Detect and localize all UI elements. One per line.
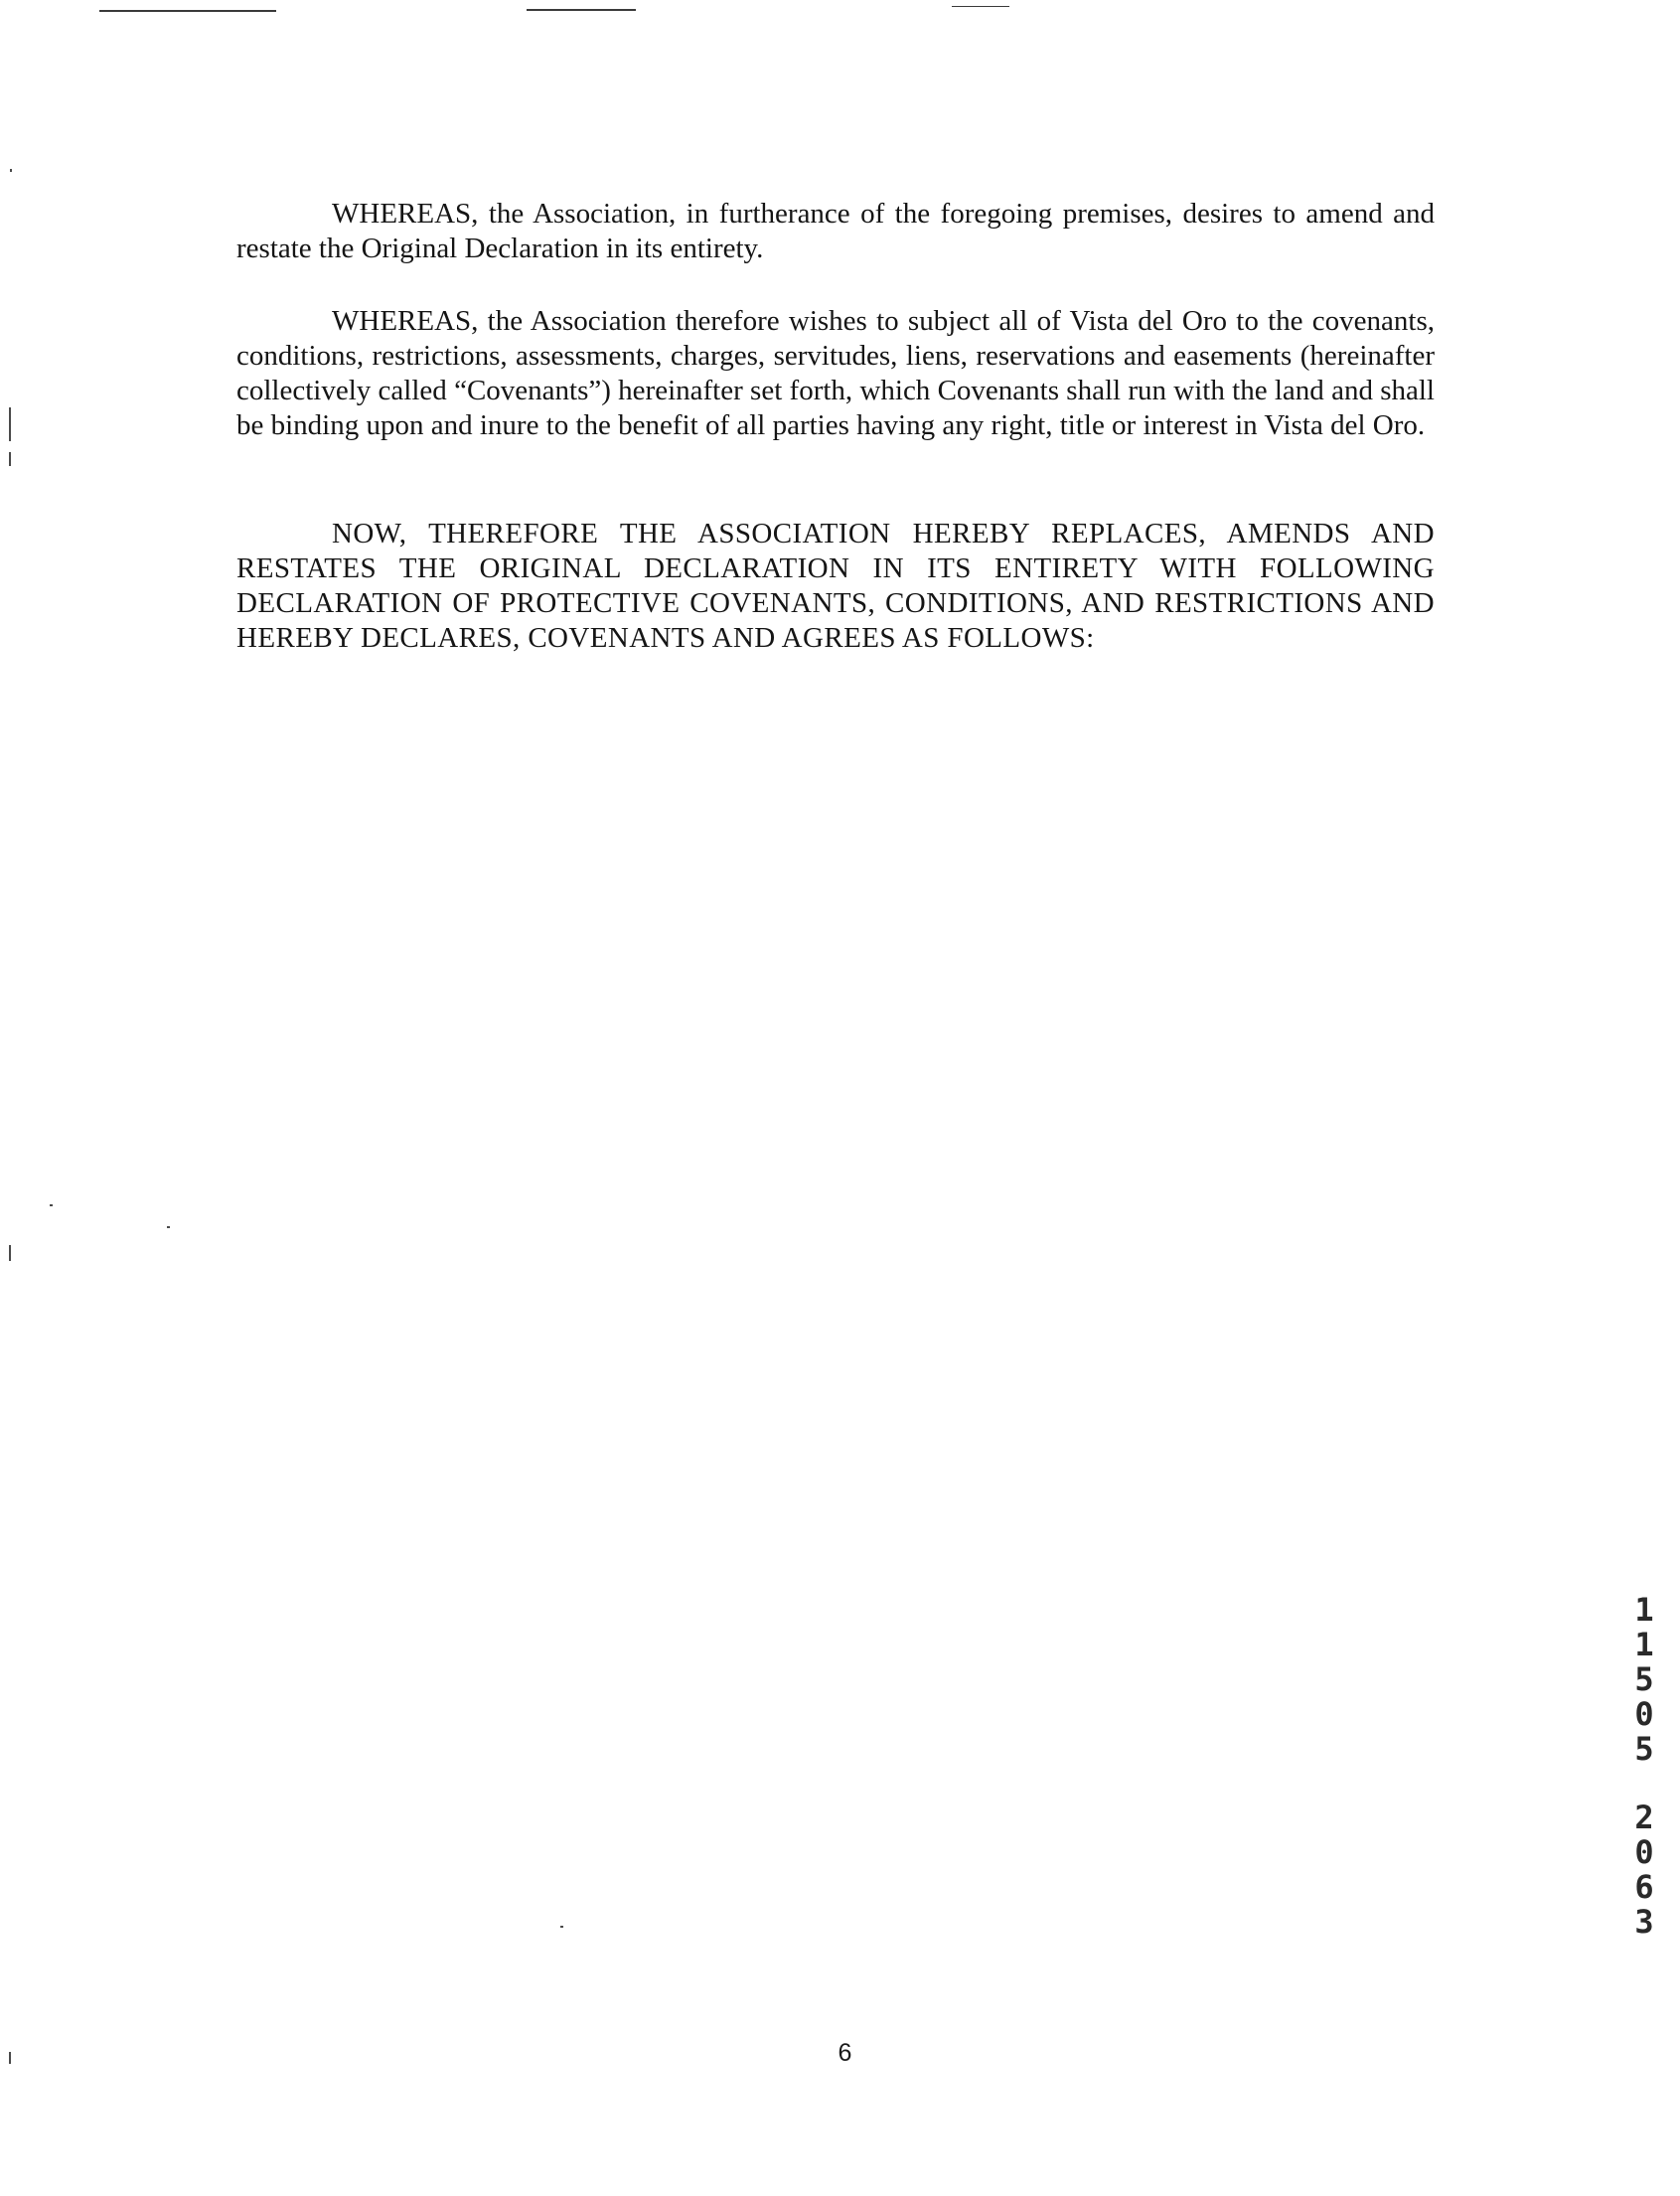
stamp-digit: 3: [1634, 1903, 1654, 1941]
stamp-digit: 6: [1634, 1868, 1654, 1906]
margin-speck: [9, 452, 11, 466]
stamp-digit: 0: [1634, 1695, 1654, 1733]
stamp-digit: 0: [1634, 1833, 1654, 1871]
margin-speck: [560, 1926, 563, 1928]
margin-speck: [10, 169, 12, 172]
recording-number-stamp: [1629, 1593, 1659, 1940]
stamp-digit: 5: [1634, 1730, 1654, 1768]
page-number-text: 6: [838, 2039, 852, 2067]
page-number: [0, 2039, 1680, 2068]
now-therefore-paragraph: NOW, THEREFORE THE ASSOCIATION HEREBY REPLACES, AMENDS AND RESTATES THE ORIGINAL DECLARATION IN ITS ENTIRETY WITH FOLLOWING DECLARATION OF PROTECTIVE COVENANTS, CONDITIONS, AND RESTRICTIONS AND HEREBY DECLARES, COVENANTS AND AGREES AS FOLLOWS:: [236, 518, 1435, 654]
scan-artifact-line: [952, 6, 1009, 7]
margin-speck: [9, 407, 11, 441]
stamp-digit: 5: [1634, 1660, 1654, 1698]
whereas-covenants-paragraph: WHEREAS, the Association therefore wishes to subject all of Vista del Oro to the covenants, conditions, restrictions, assessments, charges, servitudes, liens, reservations and easements (hereinafter collectively called “Covenants”) hereinafter set forth, which Covenants shall run with the land and shall be binding upon and inure to the benefit of all parties having any right, title or interest in Vista del Oro.: [236, 305, 1435, 441]
scan-artifact-line: [99, 10, 276, 12]
stamp-digit: 2: [1634, 1799, 1654, 1836]
margin-speck: [50, 1204, 53, 1206]
stamp-digit: 1: [1634, 1626, 1654, 1663]
margin-speck: [9, 1245, 11, 1261]
margin-speck: [167, 1226, 170, 1228]
whereas-amend-paragraph: WHEREAS, the Association, in furtherance of the foregoing premises, desires to amend and restate the Original Declaration in its entirety.: [236, 198, 1435, 264]
scan-artifact-line: [527, 9, 636, 11]
stamp-digit: 1: [1634, 1591, 1654, 1629]
